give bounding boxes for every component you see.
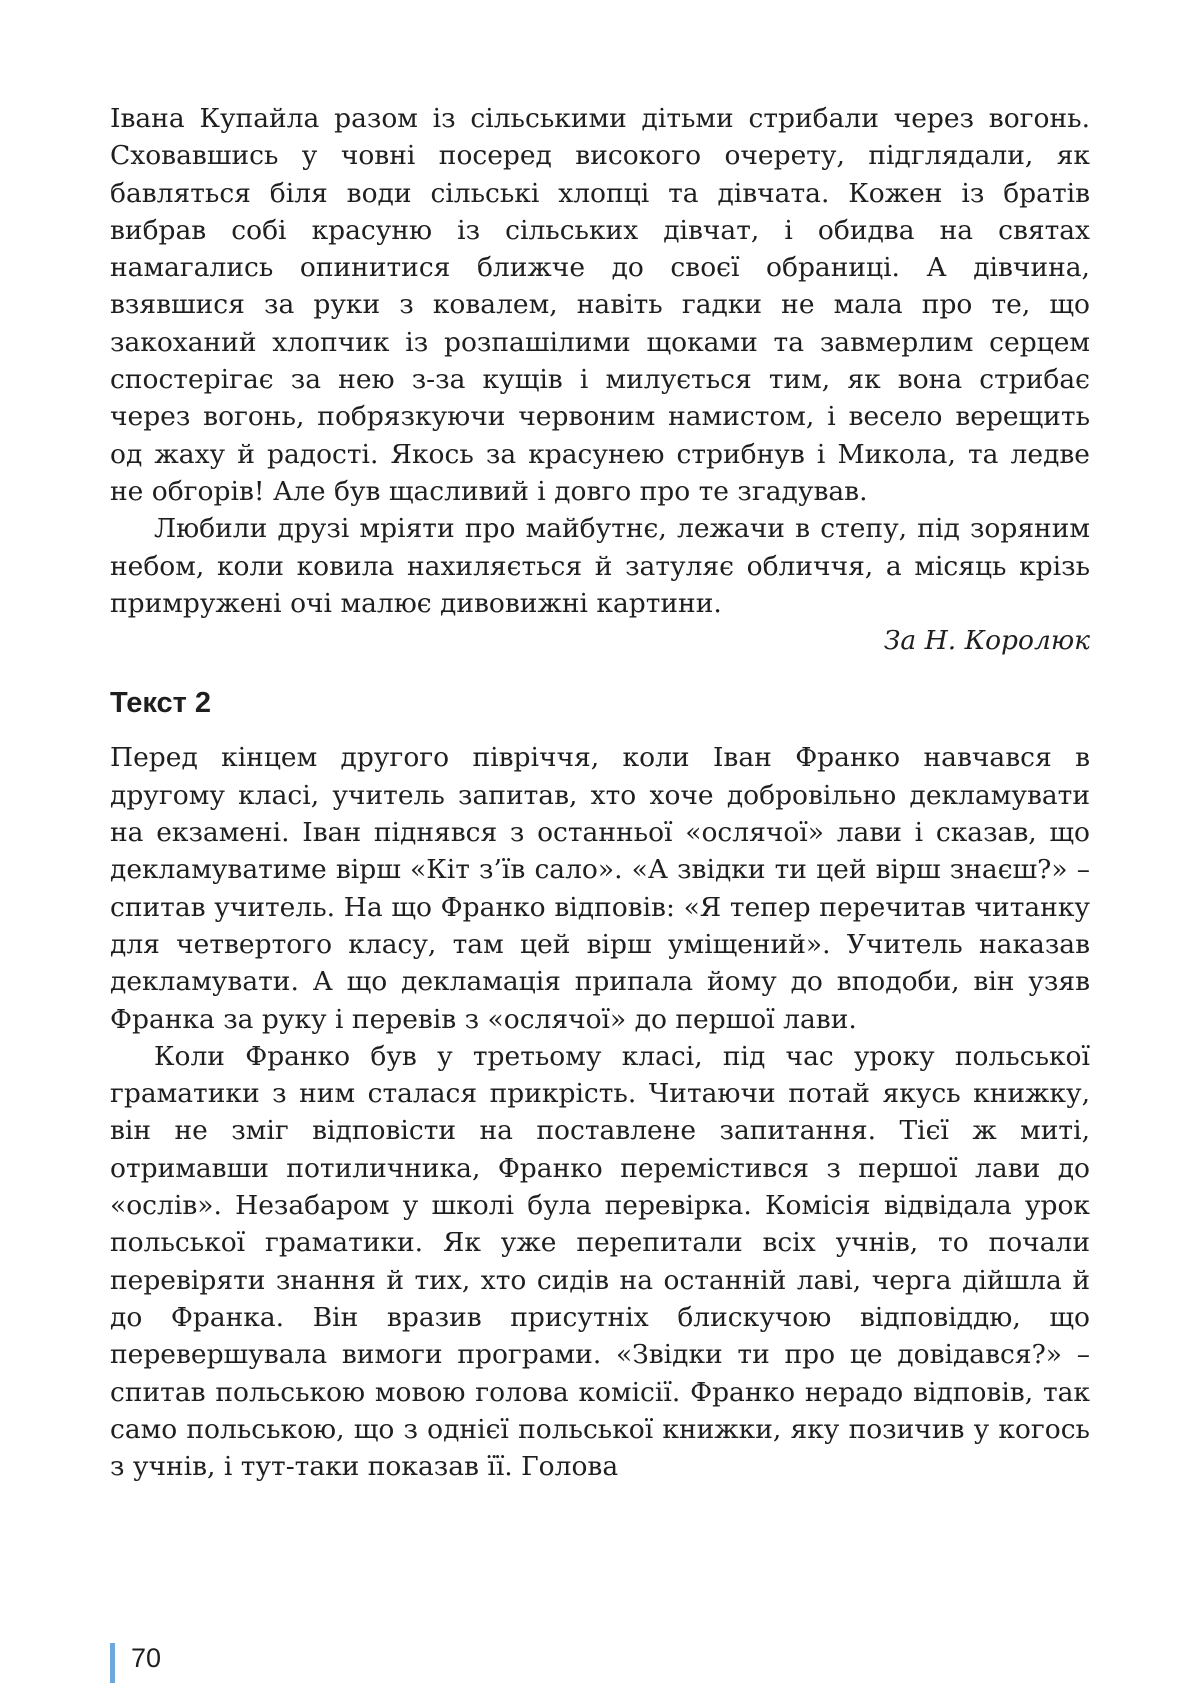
text1-paragraph-1: Івана Купайла разом із сільськими дітьми стрибали через вогонь. Сховавшись у човні посеред високого очерету, підглядали, як бавляться біля води сільські хлопці та дівчата. Кожен із братів вибрав собі красуню із сільських дівчат, і обидва на святах намагались опинитися ближче до своєї обраниці. А дівчина, взявшися за руки з ковалем, навіть гадки не мала про те, що закоханий хлопчик із розпашілими щоками та завмерлим серцем спостерігає за нею з-за кущів і милується тим, як вона стрибає через вогонь, побрязкуючи червоним намистом, і весело верещить од жаху й радості. Якось за красунею стрибнув і Микола, та ледве не обгорів! Але був щасливий і довго про те згадував. (110, 103, 1090, 507)
text2-paragraph-1: Перед кінцем другого півріччя, коли Іван Франко навчався в другому класі, учитель запитав, хто хоче добровільно декламувати на екзамені. Іван піднявся з останньої «ослячої» лави і сказав, що декламуватиме вірш «Кіт з’їв сало». «А звідки ти цей вірш знаєш?» – спитав учитель. На що Франко відповів: «Я тепер перечитав читанку для четвертого класу, там цей вірш уміщений». Учитель наказав декламувати. А що декламація припала йому до вподоби, він узяв Франка за руку і перевів з «ослячої» до першої лави. (110, 742, 1090, 1035)
text2-paragraph-2: Коли Франко був у третьому класі, під час уроку польської граматики з ним сталася прикрість. Читаючи потай якусь книжку, він не зміг відповісти на поставлене запитання. Тієї ж миті, отримавши потиличника, Франко перемістився з першої лави до «ослів». Незабаром у школі була перевірка. Комісія відвідала урок польської граматики. Як уже перепитали всіх учнів, то почали перевіряти знання й тих, хто сидів на останній лаві, черга дійшла й до Франка. Він вразив присутніх блискучою відповіддю, що перевершувала вимоги програми. «Звідки ти про це довідався?» – спитав польською мовою голова комісії. Франко нерадо відповів, так само польською, що з однієї польської книжки, яку позичив у когось з учнів, і тут-таки показав її. Голова (110, 1040, 1090, 1483)
page-number: 70 (131, 1643, 162, 1673)
footer-accent-bar (110, 1643, 115, 1683)
text2-heading: Текст 2 (110, 687, 212, 720)
page-footer (110, 1643, 161, 1683)
text1-attribution: За Н. Королюк (883, 625, 1090, 657)
text1-paragraph-2: Любили друзі мріяти про майбутнє, лежачи в степу, під зоряним небом, коли ковила нахиляється й затуляє обличчя, а місяць крізь примружені очі малює дивовижні картини. (110, 513, 1090, 619)
page-content (110, 100, 1090, 1485)
